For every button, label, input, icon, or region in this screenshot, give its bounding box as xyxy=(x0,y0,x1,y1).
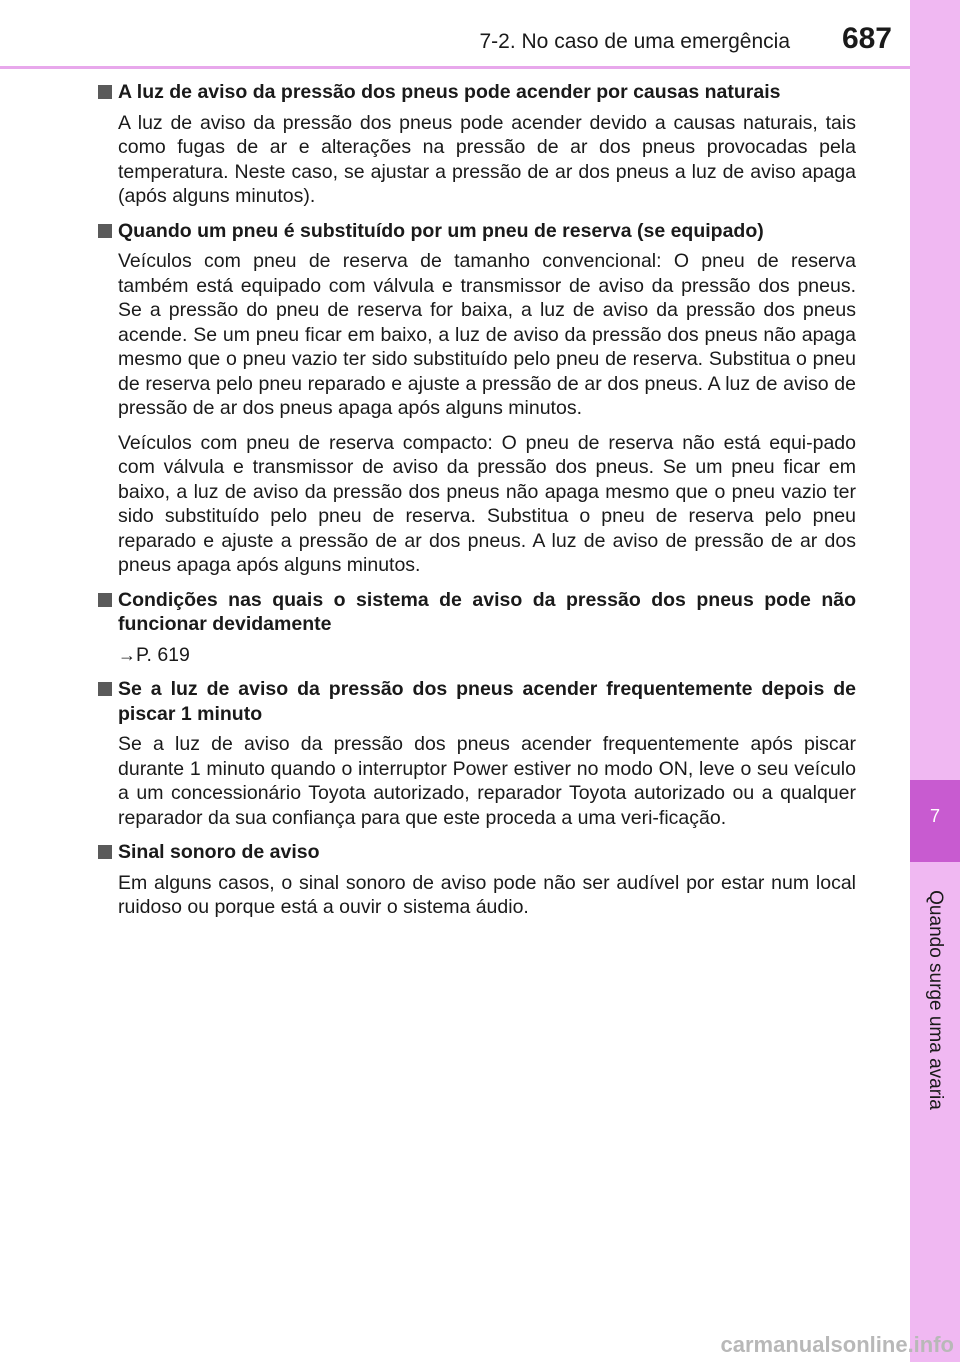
section-heading xyxy=(96,80,856,105)
reference-link[interactable]: P. 619 xyxy=(136,643,190,666)
paragraph: A luz de aviso da pressão dos pneus pode acender devido a causas naturais, tais como fugas de ar e alterações na pressão de ar dos pneus provocadas pela temperatura. Neste caso, se ajustar a pressão de ar dos pneus a luz de aviso apaga (após alguns minutos). xyxy=(118,111,856,207)
square-bullet-icon xyxy=(98,593,112,607)
chapter-sidebar xyxy=(910,0,960,1362)
paragraph: Em alguns casos, o sinal sonoro de aviso pode não ser audível por estar num local ruidoso ou porque está a ouvir o sistema áudio. xyxy=(118,871,856,918)
section-heading xyxy=(96,588,856,637)
section-conditions xyxy=(96,588,856,668)
section-spare-tire xyxy=(96,219,856,578)
watermark: carmanualsonline.info xyxy=(720,1332,954,1357)
section-buzzer xyxy=(96,840,856,920)
square-bullet-icon xyxy=(98,682,112,696)
paragraph: Se a luz de aviso da pressão dos pneus acender frequentemente após piscar durante 1 minuto quando o interruptor Power estiver no modo ON, leve o seu veículo a um concessionário Toyota autorizado, reparador Toyota autorizado ou a qualquer reparador da sua confiança para que este proceda a uma veri-ficação. xyxy=(118,733,856,829)
section-heading xyxy=(96,219,856,244)
section-heading-text: Condições nas quais o sistema de aviso da pressão dos pneus pode não funcionar devidamente xyxy=(118,588,856,635)
paragraph: Veículos com pneu de reserva de tamanho convencional: O pneu de reserva também está equipado com válvula e transmissor de aviso da pressão dos pneus. Se a pressão do pneu de reserva for baixa, a luz de aviso da pressão dos pneus acende. Se um pneu ficar em baixo, a luz de aviso da pressão dos pneus não apaga mesmo que o pneu vazio ter sido substituído pelo pneu de reserva. Substitua o pneu de reserva pelo pneu reparado e ajuste a pressão de ar dos pneus. A luz de aviso de pressão de ar dos pneus apaga após alguns minutos. xyxy=(118,250,856,419)
page-reference xyxy=(96,643,856,668)
chapter-number: 7 xyxy=(929,806,940,826)
square-bullet-icon xyxy=(98,224,112,238)
chapter-title: Quando surge uma avaria xyxy=(925,890,946,1110)
section-heading-text: A luz de aviso da pressão dos pneus pode acender por causas naturais xyxy=(118,81,781,103)
page-header xyxy=(0,0,910,69)
square-bullet-icon xyxy=(98,845,112,859)
section-heading-text: Se a luz de aviso da pressão dos pneus acender frequentemente depois de piscar 1 minuto xyxy=(118,678,856,725)
section-heading xyxy=(96,677,856,726)
page-content xyxy=(96,80,856,930)
page-number: 687 xyxy=(841,22,892,55)
arrow-right-icon: → xyxy=(118,644,136,665)
paragraph: Veículos com pneu de reserva compacto: O pneu de reserva não está equi-pado com válvula e transmissor de aviso da pressão dos pneus. Se um pneu ficar em baixo, a luz de aviso da pressão dos pneus não apaga mesmo que o pneu vazio ter sido substituído pelo pneu de reserva. Substitua o pneu de reserva pelo pneu reparado e ajuste a pressão de ar dos pneus. A luz de aviso de pressão de ar dos pneus apaga após alguns minutos. xyxy=(118,431,856,576)
section-frequent-light xyxy=(96,677,856,830)
section-heading xyxy=(96,840,856,865)
square-bullet-icon xyxy=(98,85,112,99)
section-heading-text: Quando um pneu é substituído por um pneu de reserva (se equipado) xyxy=(118,219,764,242)
section-heading-text: Sinal sonoro de aviso xyxy=(118,841,320,863)
section-title: 7-2. No caso de uma emergência xyxy=(479,30,790,53)
section-natural-causes xyxy=(96,80,856,209)
